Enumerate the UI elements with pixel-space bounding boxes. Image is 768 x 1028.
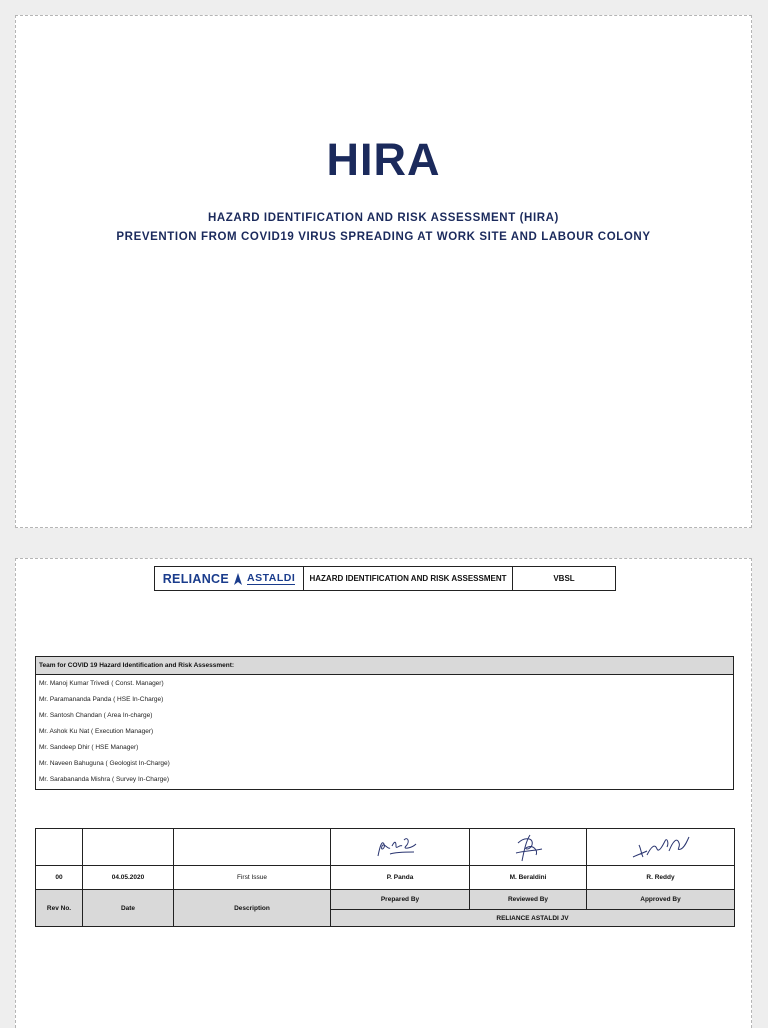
rev-no-label: Rev No. — [36, 890, 83, 927]
reviewed-by-name: M. Beraldini — [470, 866, 587, 890]
team-member: Mr. Manoj Kumar Trivedi ( Const. Manager) — [39, 680, 164, 687]
rev-no-value: 00 — [36, 866, 83, 890]
revision-table — [35, 828, 735, 927]
document-header — [154, 566, 616, 591]
subtitle-line-1: HAZARD IDENTIFICATION AND RISK ASSESSMENT (HIRA) — [207, 212, 559, 224]
team-page — [15, 558, 752, 1028]
empty-cell — [83, 829, 174, 866]
approved-signature — [587, 829, 735, 866]
header-project-code: VBSL — [513, 567, 616, 591]
revision-values-row — [36, 866, 735, 890]
astaldi-logo-text: ASTALDI — [247, 572, 296, 584]
empty-cell — [174, 829, 331, 866]
team-member-list — [36, 675, 733, 789]
signature-row — [36, 829, 735, 866]
description-label: Description — [174, 890, 331, 927]
approved-by-name: R. Reddy — [587, 866, 735, 890]
team-heading: Team for COVID 19 Hazard Identification and Risk Assessment: — [36, 657, 733, 675]
empty-cell — [36, 829, 83, 866]
team-member: Mr. Santosh Chandan ( Area In-charge) — [39, 712, 153, 719]
prepared-by-label: Prepared By — [331, 890, 470, 910]
organization-name: RELIANCE ASTALDI JV — [331, 910, 735, 927]
approved-by-label: Approved By — [587, 890, 735, 910]
prepared-by-name: P. Panda — [331, 866, 470, 890]
reviewed-signature — [470, 829, 587, 866]
prepared-signature — [331, 829, 470, 866]
team-member: Mr. Paramananda Panda ( HSE In-Charge) — [39, 696, 164, 703]
header-document-name: HAZARD IDENTIFICATION AND RISK ASSESSMENT — [304, 567, 513, 591]
date-value: 04.05.2020 — [83, 866, 174, 890]
revision-labels-row — [36, 890, 735, 910]
team-member: Mr. Sarabananda Mishra ( Survey In-Charge) — [39, 776, 170, 783]
team-member: Mr. Naveen Bahuguna ( Geologist In-Charge) — [39, 760, 170, 767]
team-member: Mr. Sandeep Dhir ( HSE Manager) — [39, 744, 139, 751]
cover-page — [15, 15, 752, 528]
astaldi-logo-icon — [233, 573, 243, 585]
team-box — [35, 656, 734, 790]
document-title: HIRA — [326, 134, 441, 185]
subtitle-line-2: PREVENTION FROM COVID19 VIRUS SPREADING AT WORK SITE AND LABOUR COLONY — [116, 231, 651, 243]
date-label: Date — [83, 890, 174, 927]
team-member: Mr. Ashok Ku Nat ( Execution Manager) — [39, 728, 154, 735]
company-logo — [155, 567, 304, 591]
description-value: First Issue — [174, 866, 331, 890]
reviewed-by-label: Reviewed By — [470, 890, 587, 910]
reliance-logo-text: RELIANCE — [162, 571, 230, 586]
